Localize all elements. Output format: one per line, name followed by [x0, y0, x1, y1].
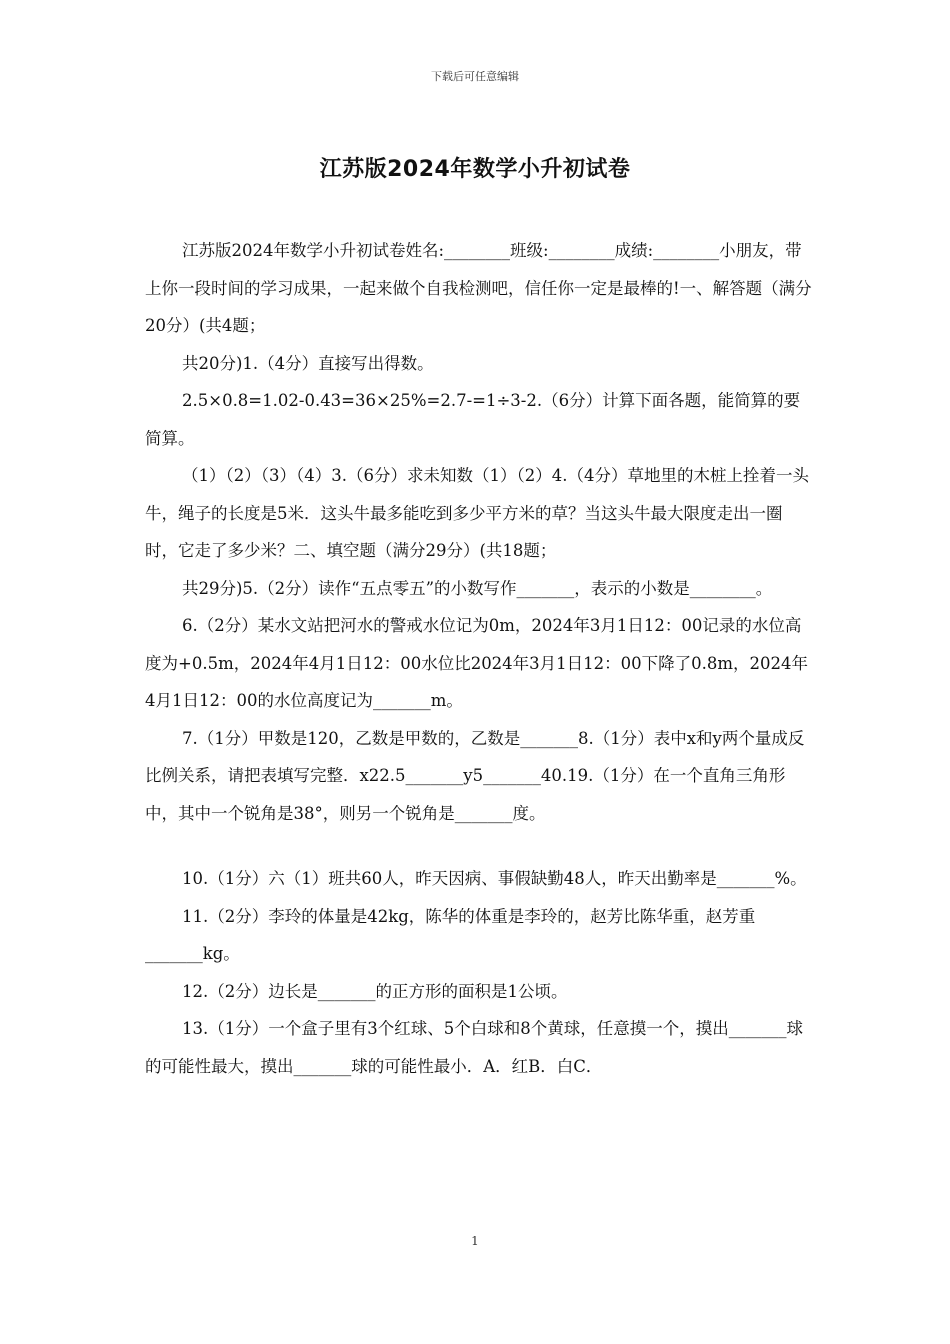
- paragraph-q5: 共29分)5.（2分）读作“五点零五”的小数写作_______，表示的小数是________。: [182, 578, 773, 598]
- paragraph-q13: 13.（1分）一个盒子里有3个红球、5个白球和8个黄球，任意摸一个，摸出_______球的可能性最大，摸出_______球的可能性最小．A．红B．白C．: [145, 1019, 803, 1076]
- paragraph-intro: 江苏版2024年数学小升初试卷姓名:________班级:________成绩:________小朋友，带上你一段时间的学习成果，一起来做个自我检测吧，信任你一定是最棒的!一、解答题（满分20分）(共4题；: [145, 241, 812, 335]
- paragraph-q11: 11.（2分）李玲的体量是42kg，陈华的体重是李玲的，赵芳比陈华重，赵芳重_______kg。: [145, 906, 756, 963]
- header-note: 下载后可任意编辑: [431, 70, 519, 83]
- paragraph-q3-q4: （1）（2）（3）（4）3.（6分）求未知数（1）（2）4.（4分）草地里的木桩上拴着一头牛，绳子的长度是5米．这头牛最多能吃到多少平方米的草？当这头牛最大限度走出一圈时，它走了多少米？二、填空题（满分29分）(共18题；: [145, 466, 809, 560]
- paragraph-q7-q9: 7.（1分）甲数是120，乙数是甲数的，乙数是_______8.（1分）表中x和y两个量成反比例关系，请把表填写完整．x22.5_______y5_______40.19.（1分）在一个直角三角形中，其中一个锐角是38°，则另一个锐角是_______度。: [145, 728, 805, 823]
- paragraph-q2: 2.5×0.8=1.02-0.43=36×25%=2.7-=1÷3-2.（6分）计算下面各题，能简算的要简算。: [145, 391, 801, 448]
- page-number: 1: [471, 1234, 479, 1248]
- paragraph-q12: 12.（2分）边长是_______的正方形的面积是1公顷。: [182, 981, 568, 1001]
- document-title: 江苏版2024年数学小升初试卷: [319, 157, 631, 182]
- paragraph-q1: 共20分)1.（4分）直接写出得数。: [182, 353, 434, 373]
- paragraph-q10: 10.（1分）六（1）班共60人，昨天因病、事假缺勤48人，昨天出勤率是_______%。: [182, 869, 807, 888]
- paragraph-q6: 6.（2分）某水文站把河水的警戒水位记为0m，2024年3月1日12：00记录的水位高度为+0.5m，2024年4月1日12：00水位比2024年3月1日12：00下降了0.8m，2024年4月1日12：00的水位高度记为_______m。: [145, 616, 809, 710]
- document-body: [145, 232, 815, 1085]
- paragraph-spacer: [145, 832, 815, 860]
